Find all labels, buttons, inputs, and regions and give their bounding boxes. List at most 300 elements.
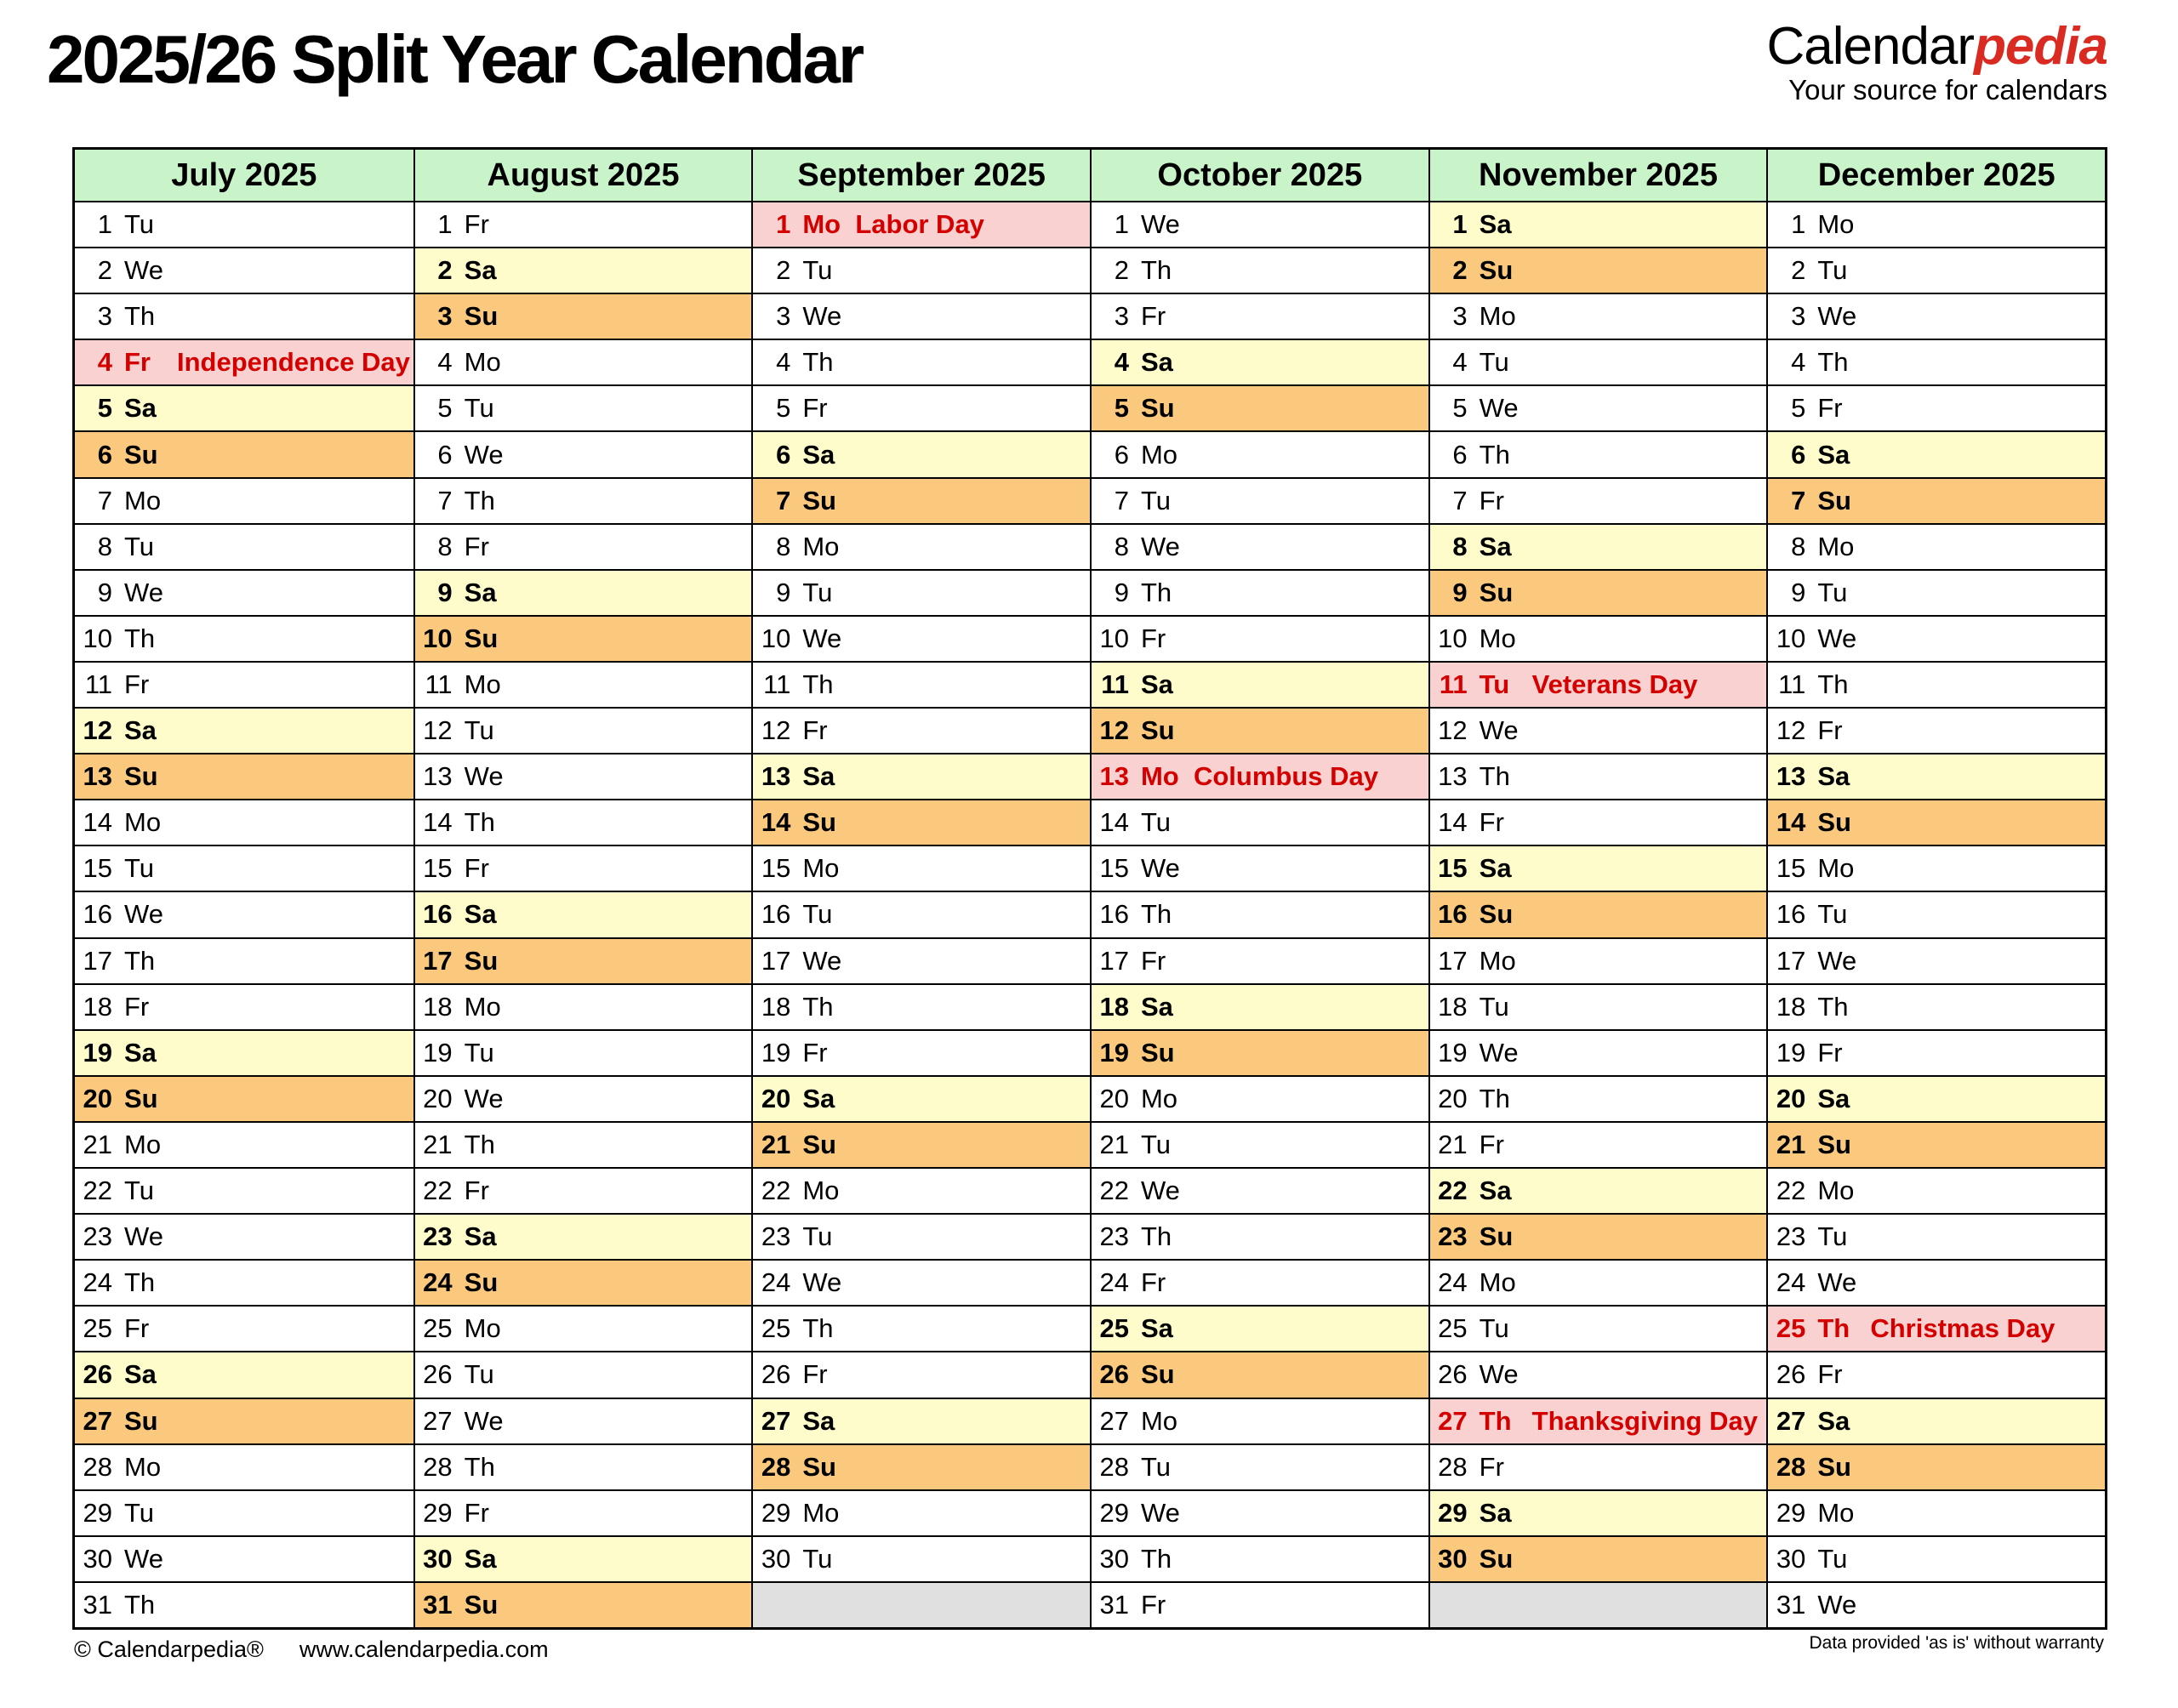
day-number: 8: [97, 531, 112, 561]
day-cell: [1092, 937, 1428, 983]
month-column-december-2025: [1766, 150, 2105, 1627]
day-weekday: Mo: [802, 209, 841, 240]
day-cell: [753, 1259, 1090, 1305]
day-number: 28: [1438, 1451, 1468, 1482]
day-cell: [753, 845, 1090, 891]
day-weekday: Su: [1479, 1543, 1514, 1574]
day-weekday: Tu: [1817, 899, 1848, 930]
day-weekday: Su: [124, 761, 158, 792]
day-weekday: Sa: [802, 439, 835, 470]
day-weekday: Th: [464, 1451, 495, 1482]
day-weekday: Su: [802, 1451, 836, 1482]
day-cell: [415, 247, 752, 293]
day-weekday: Mo: [464, 1313, 501, 1344]
day-number: 24: [1776, 1267, 1806, 1298]
day-number: 9: [1791, 577, 1806, 607]
day-number: 9: [1114, 577, 1129, 607]
day-number: 12: [1776, 715, 1806, 746]
day-cell: [1768, 983, 2105, 1029]
day-cell: [1092, 293, 1428, 339]
day-cell: [1430, 707, 1767, 753]
day-cell: [415, 983, 752, 1029]
page-title: 2025/26 Split Year Calendar: [47, 21, 863, 97]
day-weekday: Su: [1817, 807, 1851, 838]
day-number: 24: [83, 1267, 112, 1298]
day-number: 26: [1438, 1359, 1468, 1390]
day-cell: [75, 430, 413, 476]
day-cell: [1430, 1489, 1767, 1535]
day-weekday: Mo: [1817, 531, 1855, 561]
day-cell: [415, 661, 752, 707]
day-cell: [75, 799, 413, 845]
logo-wordmark: [1766, 17, 2107, 76]
day-cell: [1430, 201, 1767, 247]
day-cell: [1430, 1443, 1767, 1489]
day-cell: [1768, 1535, 2105, 1581]
day-weekday: Mo: [1817, 853, 1855, 884]
day-weekday: Su: [464, 301, 499, 332]
day-cell: [1430, 1259, 1767, 1305]
day-number: 18: [1776, 991, 1806, 1022]
day-weekday: We: [464, 1083, 504, 1113]
day-cell: [753, 1443, 1090, 1489]
day-weekday: Tu: [1479, 991, 1509, 1022]
day-cell: [753, 477, 1090, 523]
day-number: 2: [97, 255, 112, 286]
day-number: 12: [761, 715, 791, 746]
day-cell: [1768, 569, 2105, 615]
day-weekday: Su: [802, 485, 836, 515]
day-weekday: Su: [1479, 1221, 1514, 1252]
day-number: 12: [1438, 715, 1468, 746]
day-weekday: Tu: [124, 853, 155, 884]
day-cell: [753, 247, 1090, 293]
day-cell: [1092, 1213, 1428, 1259]
day-number: 28: [1099, 1451, 1129, 1482]
day-weekday: Su: [1479, 255, 1514, 286]
day-weekday: Th: [1140, 577, 1172, 607]
day-weekday: We: [124, 899, 163, 930]
day-number: 20: [83, 1083, 112, 1113]
day-number: 3: [1114, 301, 1129, 332]
day-cell: [415, 1259, 752, 1305]
day-number: 11: [763, 669, 791, 699]
day-cell: [753, 891, 1090, 937]
day-weekday: Tu: [124, 1176, 155, 1206]
day-weekday: Mo: [124, 485, 162, 515]
day-cell: [1430, 661, 1767, 707]
day-cell: [1430, 1075, 1767, 1121]
holiday-label: Veterans Day: [1531, 669, 1698, 699]
day-cell: [1768, 845, 2105, 891]
holiday-label: Labor Day: [855, 209, 984, 240]
day-weekday: Mo: [1479, 623, 1516, 653]
day-cell: [1430, 1167, 1767, 1213]
day-weekday: Fr: [1140, 623, 1166, 653]
day-weekday: Sa: [1479, 531, 1512, 561]
day-cell: [1092, 799, 1428, 845]
brand-logo: [1766, 17, 2107, 105]
day-cell: [415, 1398, 752, 1443]
day-cell: [1430, 1121, 1767, 1167]
day-cell: [415, 845, 752, 891]
holiday-label: Columbus Day: [1193, 761, 1379, 792]
day-number: 1: [1791, 209, 1806, 240]
day-weekday: We: [1817, 623, 1857, 653]
day-number: 18: [761, 991, 791, 1022]
day-cell: [75, 1398, 413, 1443]
day-number: 7: [1452, 485, 1468, 515]
day-cell: [75, 384, 413, 430]
day-cell: [415, 937, 752, 983]
day-weekday: Mo: [1479, 301, 1516, 332]
day-weekday: Fr: [1479, 807, 1504, 838]
holiday-label: Christmas Day: [1870, 1313, 2055, 1344]
day-cell: [753, 293, 1090, 339]
logo-tagline: Your source for calendars: [1788, 74, 2107, 105]
month-column-september-2025: [751, 150, 1090, 1627]
day-cell: [1768, 339, 2105, 384]
day-weekday: Tu: [464, 1037, 494, 1068]
day-number: 22: [1776, 1176, 1806, 1206]
day-cell: [75, 477, 413, 523]
day-cell: [753, 983, 1090, 1029]
day-number: 25: [761, 1313, 791, 1344]
day-weekday: Th: [464, 1129, 495, 1159]
day-number: 29: [423, 1497, 453, 1528]
day-cell: [1768, 799, 2105, 845]
day-weekday: Sa: [1479, 1176, 1512, 1206]
day-cell: [1092, 707, 1428, 753]
day-cell: [75, 339, 413, 384]
day-number: 21: [423, 1129, 453, 1159]
day-weekday: Fr: [1140, 1589, 1166, 1620]
day-weekday: Th: [1817, 669, 1849, 699]
day-number: 14: [1099, 807, 1129, 838]
holiday-label: Thanksgiving Day: [1531, 1405, 1758, 1436]
day-weekday: Tu: [802, 1221, 833, 1252]
day-weekday: Fr: [124, 347, 151, 378]
day-weekday: Fr: [1479, 485, 1504, 515]
day-cell: [75, 983, 413, 1029]
day-cell: [1430, 1351, 1767, 1397]
day-cell: [1092, 1535, 1428, 1581]
day-number: 15: [761, 853, 791, 884]
day-number: 27: [761, 1405, 791, 1436]
day-weekday: Fr: [1817, 715, 1843, 746]
day-weekday: Fr: [1140, 1267, 1166, 1298]
day-number: 19: [423, 1037, 453, 1068]
day-weekday: Mo: [802, 853, 840, 884]
month-header: December 2025: [1768, 150, 2105, 201]
day-number: 25: [83, 1313, 112, 1344]
day-number: 30: [1438, 1543, 1468, 1574]
day-cell: [753, 569, 1090, 615]
day-number: 17: [1099, 945, 1129, 976]
empty-cell: [1430, 1581, 1767, 1627]
day-number: 24: [423, 1267, 453, 1298]
day-number: 2: [437, 255, 453, 286]
holiday-label: Independence Day: [177, 347, 410, 378]
day-weekday: Fr: [1140, 945, 1166, 976]
day-cell: [415, 1305, 752, 1351]
day-number: 16: [1776, 899, 1806, 930]
day-number: 30: [83, 1543, 112, 1574]
empty-cell: [753, 1581, 1090, 1627]
day-cell: [415, 615, 752, 661]
day-weekday: Sa: [1140, 347, 1173, 378]
day-number: 16: [1099, 899, 1129, 930]
day-cell: [753, 201, 1090, 247]
day-cell: [415, 1075, 752, 1121]
day-number: 22: [83, 1176, 112, 1206]
day-number: 23: [1438, 1221, 1468, 1252]
day-cell: [415, 384, 752, 430]
day-number: 26: [423, 1359, 453, 1390]
day-number: 27: [423, 1405, 453, 1436]
day-weekday: Fr: [1140, 301, 1166, 332]
day-weekday: We: [1479, 1359, 1519, 1390]
day-weekday: Sa: [464, 255, 497, 286]
day-number: 17: [83, 945, 112, 976]
day-number: 11: [84, 669, 112, 699]
day-weekday: We: [802, 301, 842, 332]
day-number: 9: [776, 577, 791, 607]
day-number: 25: [1776, 1313, 1806, 1344]
day-weekday: Mo: [1140, 1083, 1178, 1113]
day-number: 4: [1114, 347, 1129, 378]
day-weekday: Mo: [1817, 1176, 1855, 1206]
day-cell: [1092, 1351, 1428, 1397]
day-number: 28: [83, 1451, 112, 1482]
day-cell: [1768, 293, 2105, 339]
day-number: 7: [437, 485, 453, 515]
day-weekday: Fr: [464, 853, 489, 884]
day-weekday: Th: [464, 485, 495, 515]
day-number: 10: [83, 623, 112, 653]
day-weekday: Mo: [1479, 1267, 1516, 1298]
day-weekday: Mo: [464, 991, 501, 1022]
day-weekday: Sa: [124, 715, 157, 746]
day-weekday: Su: [124, 439, 158, 470]
day-cell: [753, 1167, 1090, 1213]
day-cell: [753, 753, 1090, 799]
day-cell: [1430, 753, 1767, 799]
day-number: 15: [1776, 853, 1806, 884]
day-cell: [1430, 937, 1767, 983]
day-weekday: Sa: [1479, 209, 1512, 240]
logo-text-red: pedia: [1974, 17, 2107, 76]
day-number: 8: [437, 531, 453, 561]
day-weekday: Sa: [1140, 991, 1173, 1022]
day-cell: [1092, 569, 1428, 615]
day-weekday: Th: [1479, 439, 1510, 470]
day-weekday: Th: [1479, 1405, 1512, 1436]
day-cell: [75, 753, 413, 799]
day-cell: [75, 569, 413, 615]
day-weekday: Th: [124, 623, 156, 653]
day-number: 31: [1099, 1589, 1129, 1620]
day-weekday: We: [124, 1221, 163, 1252]
day-cell: [415, 1443, 752, 1489]
day-cell: [1430, 1029, 1767, 1075]
day-weekday: Fr: [1479, 1129, 1504, 1159]
day-weekday: Th: [1817, 1313, 1850, 1344]
day-number: 3: [97, 301, 112, 332]
day-weekday: Th: [1140, 255, 1172, 286]
day-cell: [415, 1581, 752, 1627]
day-cell: [753, 1351, 1090, 1397]
day-weekday: We: [802, 623, 842, 653]
day-weekday: Tu: [802, 1543, 833, 1574]
day-number: 8: [1791, 531, 1806, 561]
day-cell: [75, 1305, 413, 1351]
day-weekday: Sa: [1479, 1497, 1512, 1528]
day-number: 18: [83, 991, 112, 1022]
day-weekday: Th: [1140, 1543, 1172, 1574]
day-cell: [415, 569, 752, 615]
day-weekday: Th: [1817, 347, 1849, 378]
day-number: 4: [1791, 347, 1806, 378]
day-cell: [1092, 1259, 1428, 1305]
day-number: 30: [761, 1543, 791, 1574]
day-cell: [415, 1535, 752, 1581]
day-number: 15: [83, 853, 112, 884]
day-cell: [415, 1213, 752, 1259]
day-weekday: We: [464, 439, 504, 470]
day-cell: [415, 477, 752, 523]
day-number: 7: [1114, 485, 1129, 515]
day-weekday: Su: [1817, 1451, 1851, 1482]
day-weekday: We: [1817, 1589, 1857, 1620]
day-cell: [1768, 1443, 2105, 1489]
month-header: November 2025: [1430, 150, 1767, 201]
month-column-november-2025: [1428, 150, 1767, 1627]
day-weekday: Su: [464, 1589, 499, 1620]
day-number: 12: [1099, 715, 1129, 746]
day-number: 1: [97, 209, 112, 240]
day-cell: [1768, 891, 2105, 937]
day-weekday: Sa: [464, 1221, 497, 1252]
day-cell: [1430, 983, 1767, 1029]
day-cell: [753, 937, 1090, 983]
day-number: 10: [1438, 623, 1468, 653]
day-number: 5: [1791, 393, 1806, 424]
day-cell: [415, 293, 752, 339]
day-cell: [1092, 430, 1428, 476]
day-cell: [415, 430, 752, 476]
day-weekday: Tu: [1817, 255, 1848, 286]
day-cell: [1092, 615, 1428, 661]
day-cell: [1430, 615, 1767, 661]
day-weekday: Su: [802, 807, 836, 838]
day-cell: [1768, 477, 2105, 523]
day-weekday: Sa: [124, 1359, 157, 1390]
day-cell: [75, 247, 413, 293]
day-number: 25: [423, 1313, 453, 1344]
day-number: 24: [1438, 1267, 1468, 1298]
day-number: 2: [776, 255, 791, 286]
day-weekday: Su: [1817, 1129, 1851, 1159]
day-number: 13: [83, 761, 112, 792]
day-number: 14: [83, 807, 112, 838]
day-cell: [1092, 1398, 1428, 1443]
day-number: 19: [1776, 1037, 1806, 1068]
day-weekday: We: [464, 761, 504, 792]
day-number: 21: [83, 1129, 112, 1159]
day-weekday: We: [124, 577, 163, 607]
day-number: 6: [1114, 439, 1129, 470]
day-weekday: We: [1140, 853, 1180, 884]
day-cell: [1430, 293, 1767, 339]
day-number: 14: [423, 807, 453, 838]
day-number: 12: [83, 715, 112, 746]
day-number: 17: [423, 945, 453, 976]
day-weekday: We: [1817, 945, 1857, 976]
day-number: 23: [761, 1221, 791, 1252]
day-number: 28: [423, 1451, 453, 1482]
day-number: 5: [1452, 393, 1468, 424]
day-number: 13: [1776, 761, 1806, 792]
day-number: 23: [423, 1221, 453, 1252]
day-number: 29: [1438, 1497, 1468, 1528]
day-number: 6: [97, 439, 112, 470]
day-cell: [753, 1213, 1090, 1259]
day-cell: [753, 1121, 1090, 1167]
day-cell: [1430, 1213, 1767, 1259]
day-number: 6: [1791, 439, 1806, 470]
day-number: 21: [1776, 1129, 1806, 1159]
day-weekday: Th: [124, 945, 156, 976]
footer-url[interactable]: www.calendarpedia.com: [299, 1637, 549, 1662]
day-cell: [753, 430, 1090, 476]
day-weekday: We: [1140, 209, 1180, 240]
day-weekday: Th: [802, 347, 834, 378]
day-number: 31: [83, 1589, 112, 1620]
day-weekday: Fr: [124, 669, 150, 699]
day-number: 27: [83, 1405, 112, 1436]
day-weekday: We: [1140, 1176, 1180, 1206]
day-weekday: Tu: [464, 393, 494, 424]
day-number: 16: [1438, 899, 1468, 930]
day-weekday: Sa: [802, 1405, 835, 1436]
day-number: 15: [423, 853, 453, 884]
day-cell: [415, 1029, 752, 1075]
day-number: 30: [423, 1543, 453, 1574]
day-cell: [75, 1167, 413, 1213]
day-weekday: Tu: [1140, 1129, 1172, 1159]
day-number: 6: [776, 439, 791, 470]
day-cell: [1768, 1305, 2105, 1351]
day-number: 23: [83, 1221, 112, 1252]
day-number: 8: [776, 531, 791, 561]
day-cell: [1768, 661, 2105, 707]
day-weekday: We: [464, 1405, 504, 1436]
day-cell: [415, 707, 752, 753]
day-cell: [1768, 430, 2105, 476]
day-weekday: Mo: [802, 531, 840, 561]
day-number: 5: [97, 393, 112, 424]
day-weekday: Mo: [124, 1451, 162, 1482]
day-weekday: Tu: [1817, 1221, 1848, 1252]
day-cell: [1092, 1581, 1428, 1627]
day-number: 27: [1438, 1405, 1468, 1436]
day-number: 4: [97, 347, 112, 378]
day-number: 19: [1099, 1037, 1129, 1068]
day-weekday: Sa: [1817, 1405, 1850, 1436]
day-weekday: Mo: [1817, 1497, 1855, 1528]
day-cell: [415, 523, 752, 569]
